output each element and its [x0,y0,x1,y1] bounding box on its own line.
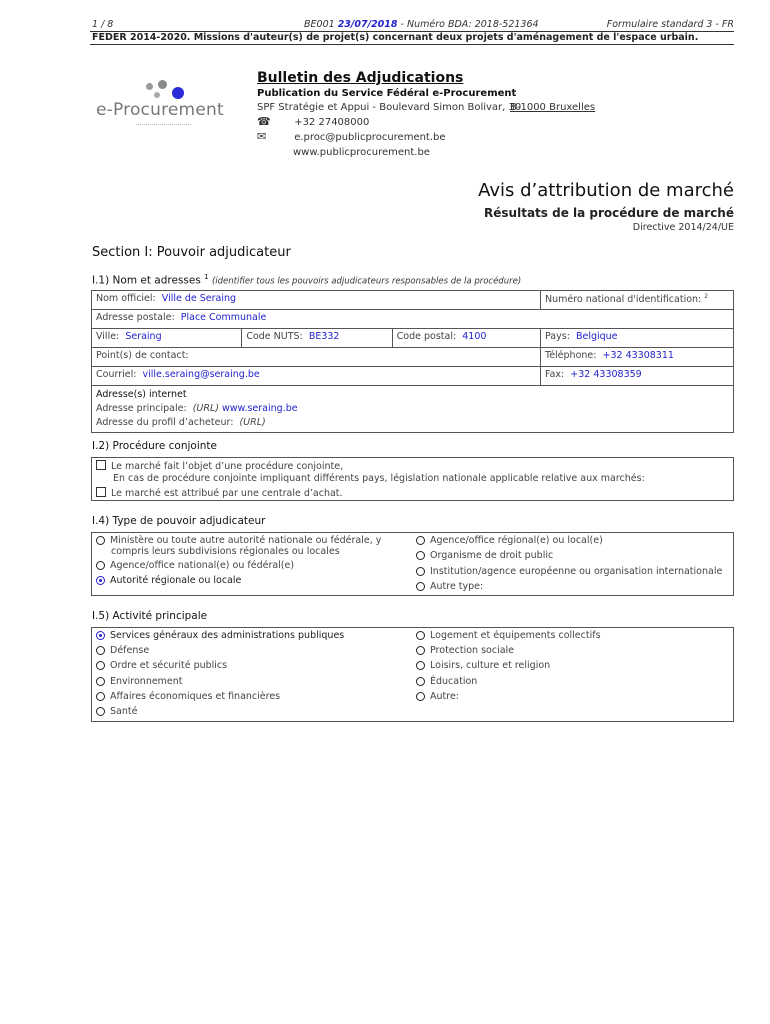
radio-button[interactable] [416,631,425,640]
activity-other[interactable]: Autre: [416,691,459,702]
national-id-cell: Numéro national d'identification: $^2$ [541,291,734,310]
radio-button[interactable] [416,567,425,576]
phone-icon: ☎ [257,115,271,128]
radio-button[interactable] [96,646,105,655]
form-type: Formulaire standard 3 - FR [606,19,734,30]
page-number: 1 / 8 [92,19,114,30]
activity-general-services[interactable]: Services généraux des administrations publiques [96,630,344,641]
radio-button[interactable] [416,582,425,591]
radio-button[interactable] [96,677,105,686]
city-cell: Ville: Seraing [92,329,242,348]
nuts-code: BE332 [308,331,340,342]
authority-type-ministry-cont: compris leurs subdivisions régionales ou locales [111,546,340,557]
bulletin-subtitle: Publication du Service Fédéral e-Procurement [257,88,517,99]
radio-button[interactable] [96,661,105,670]
i2-title: I.2) Procédure conjointe [92,440,217,452]
code-prefix: BE001 [304,19,335,30]
i1-footnote-ref: 1 [204,273,209,281]
checkbox[interactable] [96,460,106,470]
authority-type-national-agency[interactable]: Agence/office national(e) ou fédéral(e) [96,560,294,571]
i4-title: I.4) Type de pouvoir adjudicateur [92,515,266,527]
logo-text: e-Procurement [96,100,224,120]
table-row [92,348,734,367]
authority-type-other[interactable]: Autre type: [416,581,483,592]
activity-defense[interactable]: Défense [96,645,149,656]
postal-code-cell: Code postal: 4100 [392,329,540,348]
bulletin-title: Bulletin des Adjudications [257,70,464,86]
activity-economic[interactable]: Affaires économiques et financières [96,691,280,702]
subject-divider [90,44,734,45]
radio-button-selected[interactable] [96,631,105,640]
table-row [92,310,734,329]
authority-type-eu-institution[interactable]: Institution/agence européenne ou organisation internationale [416,566,722,577]
joint-procedure-note: En cas de procédure conjointe impliquant différents pays, législation nationale applicable relative aux marchés: [113,473,645,484]
radio-button[interactable] [96,561,105,570]
table-row [92,386,734,433]
notice-subject: FEDER 2014-2020. Missions d'auteur(s) de projet(s) concernant deux projets d'aménagement de l'espace urbain. [92,32,699,43]
activity-public-order[interactable]: Ordre et sécurité publics [96,660,227,671]
radio-button[interactable] [96,536,105,545]
notice-reference [304,19,539,30]
internet-cell [92,386,734,433]
i1-note: (identifier tous les pouvoirs adjudicateurs responsables de la procédure) [211,276,522,287]
radio-button-selected[interactable] [96,576,105,585]
fax-cell: Fax: +32 43308359 [541,367,734,386]
publisher-email-row [257,132,446,143]
radio-button[interactable] [96,692,105,701]
radio-button[interactable] [416,646,425,655]
joint-procedure-option[interactable]: Le marché fait l’objet d’une procédure conjointe, [96,460,343,472]
publisher-city: B-1000 Bruxelles [510,102,596,113]
radio-button[interactable] [416,692,425,701]
phone: +32 43308311 [602,350,674,361]
internet-title: Adresse(s) internet [96,389,187,400]
activity-education[interactable]: Éducation [416,676,477,687]
publisher-address: SPF Stratégie et Appui - Boulevard Simon Bolivar, 30 [257,102,522,113]
i1-title: I.1) Nom et adresses [92,274,201,287]
authority-type-ministry[interactable]: Ministère ou toute autre autorité nationale ou fédérale, y [96,535,381,546]
email-cell: Courriel: ville.seraing@seraing.be [92,367,541,386]
activity-environment[interactable]: Environnement [96,676,183,687]
radio-button[interactable] [416,536,425,545]
official-name: Ville de Seraing [161,293,237,304]
publisher-phone: +32 27408000 [294,117,370,128]
nuts-cell: Code NUTS: BE332 [242,329,392,348]
activity-housing[interactable]: Logement et équipements collectifs [416,630,601,641]
phone-cell: Téléphone: +32 43308311 [541,348,734,367]
publisher-website[interactable]: www.publicprocurement.be [293,147,430,158]
contact-cell: Point(s) de contact: [92,348,541,367]
publisher-phone-row [257,117,369,128]
official-name-cell: Nom officiel: Ville de Seraing [92,291,541,310]
table-row [92,367,734,386]
publisher-email[interactable]: e.proc@publicprocurement.be [294,132,446,143]
notice-subtitle: Résultats de la procédure de marché [484,206,734,220]
i1-heading [92,273,521,287]
radio-button[interactable] [416,677,425,686]
notice-directive: Directive 2014/24/UE [632,222,734,233]
country-cell: Pays: Belgique [541,329,734,348]
activity-health[interactable]: Santé [96,706,137,717]
table-row [92,329,734,348]
fax: +32 43308359 [570,369,642,380]
authority-type-public-body[interactable]: Organisme de droit public [416,550,553,561]
radio-button[interactable] [416,551,425,560]
central-purchasing-option[interactable]: Le marché est attribué par une centrale d’achat. [96,487,343,499]
email[interactable]: ville.seraing@seraing.be [142,369,260,380]
country: Belgique [575,331,618,342]
postal-address: Place Communale [180,312,267,323]
postal-address-cell: Adresse postale: Place Communale [92,310,734,329]
main-address-row: Adresse principale: (URL) www.seraing.be [96,403,298,414]
publication-date: 23/07/2018 [337,19,398,30]
radio-button[interactable] [96,707,105,716]
authority-type-regional[interactable]: Autorité régionale ou locale [96,575,241,586]
buyer-profile-row: Adresse du profil d’acheteur: (URL) [96,417,266,428]
i1-address-table [91,290,734,433]
main-website[interactable]: www.seraing.be [222,403,298,414]
notice-title: Avis d’attribution de marché [478,180,734,201]
activity-social-protection[interactable]: Protection sociale [416,645,514,656]
activity-leisure[interactable]: Loisirs, culture et religion [416,660,550,671]
mail-icon: ✉ [257,130,267,143]
bda-number: - Numéro BDA: 2018-521364 [400,19,539,30]
i5-title: I.5) Activité principale [92,610,208,622]
section-title: Section I: Pouvoir adjudicateur [92,245,291,260]
radio-button[interactable] [416,661,425,670]
authority-type-regional-agency[interactable]: Agence/office régional(e) ou local(e) [416,535,603,546]
postal-code: 4100 [462,331,487,342]
city: Seraing [125,331,162,342]
checkbox[interactable] [96,487,106,497]
i5-box [91,627,734,722]
table-row [92,291,734,310]
